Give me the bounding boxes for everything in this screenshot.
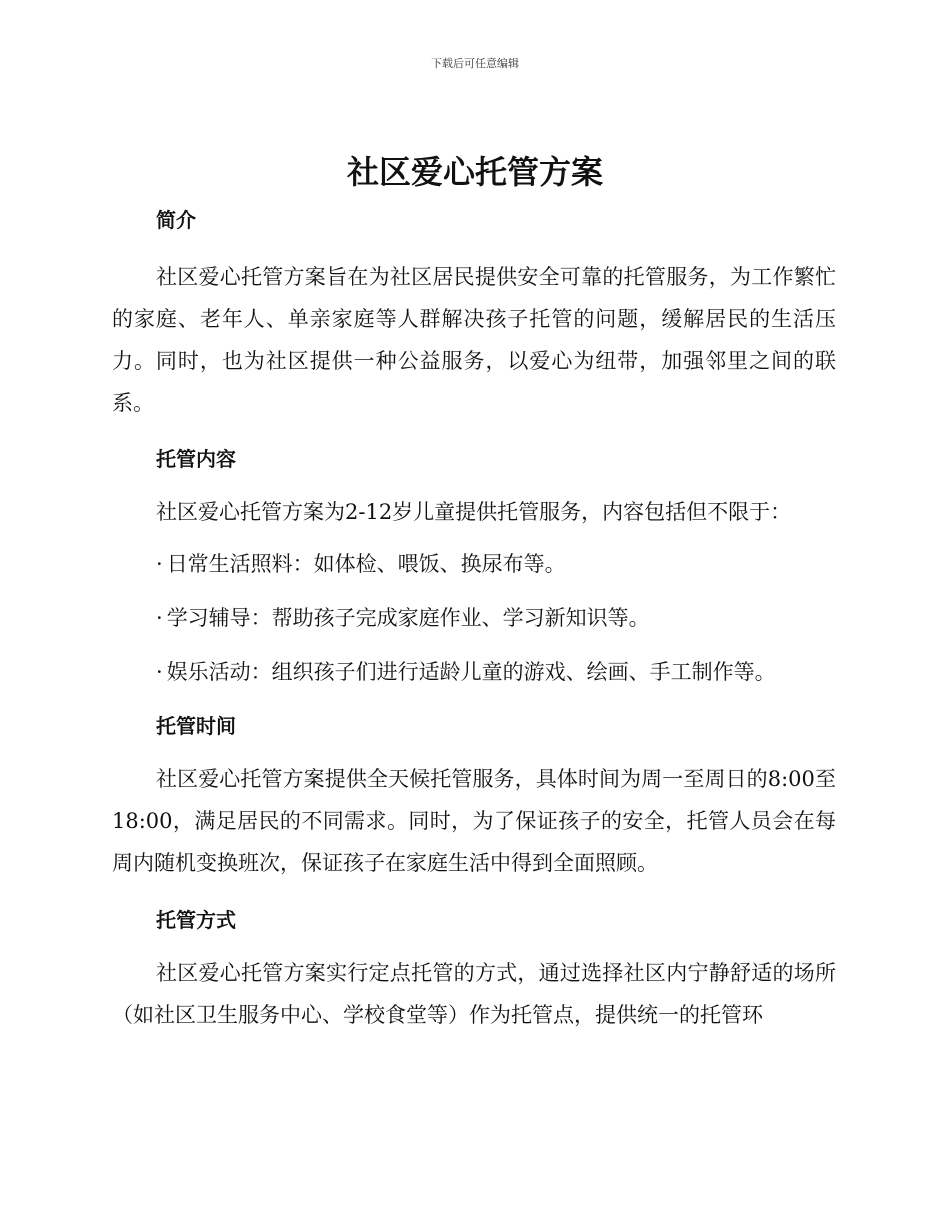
time-paragraph: 社区爱心托管方案提供全天候托管服务，具体时间为周一至周日的8:00至18:00，满足居民的不同需求。同时，为了保证孩子的安全，托管人员会在每周内随机变换班次，保证孩子在家庭生活中得到全面照顾。 <box>112 767 836 875</box>
bullet-dot: · <box>156 606 163 630</box>
method-paragraph: 社区爱心托管方案实行定点托管的方式，通过选择社区内宁静舒适的场所（如社区卫生服务中心、学校食堂等）作为托管点，提供统一的托管环 <box>112 961 836 1027</box>
content-paragraph: 社区爱心托管方案为2-12岁儿童提供托管服务，内容包括但不限于： <box>156 500 792 524</box>
bullet-dot: · <box>156 552 163 576</box>
list-item <box>112 656 836 688</box>
header-note: 下载后可任意编辑 <box>431 57 519 70</box>
bullet-text: 学习辅导：帮助孩子完成家庭作业、学习新知识等。 <box>166 606 650 630</box>
section-heading-time: 托管时间 <box>156 714 236 738</box>
section-heading-content: 托管内容 <box>156 447 236 471</box>
list-item <box>112 548 836 580</box>
document-title: 社区爱心托管方案 <box>346 153 603 191</box>
section-heading-intro: 简介 <box>156 208 196 232</box>
intro-paragraph: 社区爱心托管方案旨在为社区居民提供安全可靠的托管服务，为工作繁忙的家庭、老年人、单亲家庭等人群解决孩子托管的问题，缓解居民的生活压力。同时，也为社区提供一种公益服务，以爱心为纽带，加强邻里之间的联系。 <box>112 265 836 415</box>
list-item <box>112 602 836 634</box>
bullet-dot: · <box>156 660 163 684</box>
bullet-text: 娱乐活动：组织孩子们进行适龄儿童的游戏、绘画、手工制作等。 <box>166 660 776 684</box>
bullet-text: 日常生活照料：如体检、喂饭、换尿布等。 <box>166 552 566 576</box>
section-heading-method: 托管方式 <box>156 908 236 932</box>
document-body <box>112 204 836 1036</box>
